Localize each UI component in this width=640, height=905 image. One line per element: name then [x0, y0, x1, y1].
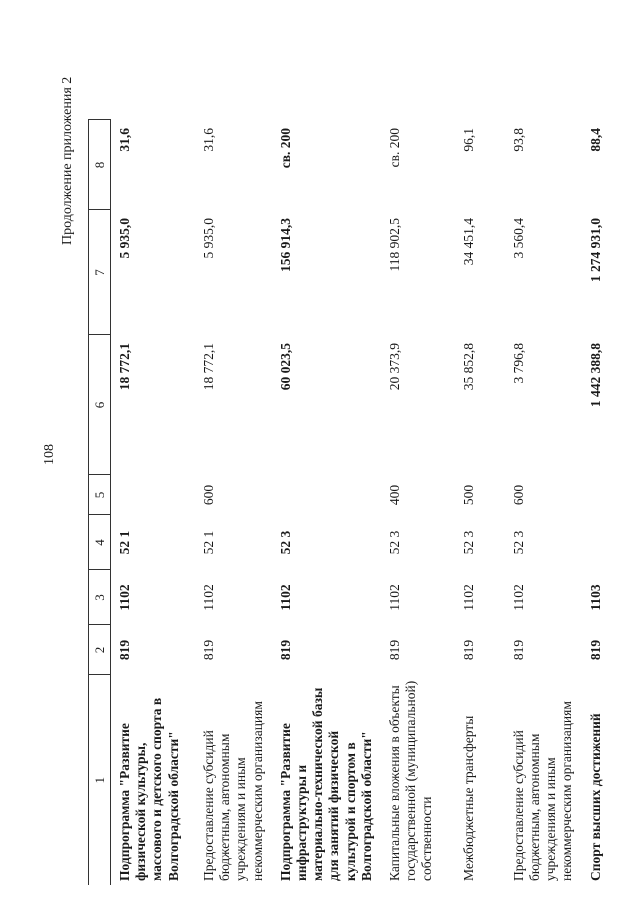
row-name: Капитальные вложения в объекты государственной (муниципальной) собственности	[386, 680, 435, 881]
column-header-3: 3	[89, 570, 111, 625]
column-header-6: 6	[89, 335, 111, 475]
cell-target-code: 52 1	[201, 530, 216, 555]
cell-expense-type: 600	[201, 484, 216, 506]
cell-expense-type: 400	[386, 484, 402, 506]
page-number: 108	[42, 444, 57, 465]
cell-percent: 88,4	[587, 128, 603, 152]
cell-expense-type	[582, 475, 624, 515]
cell-executed: 1 274 931,0	[587, 218, 603, 283]
cell-target-code: 52 3	[386, 530, 402, 555]
cell-ministry-code: 819	[460, 639, 476, 661]
column-header-2: 2	[89, 625, 111, 675]
column-header-4: 4	[89, 515, 111, 570]
row-name: Подпрограмма "Развитие инфраструктуры и материально-технической базы для занятий физической культурой и спортом в Волгоградской области"	[277, 687, 374, 881]
cell-section-code: 1102	[117, 584, 132, 611]
cell-ministry-code: 819	[386, 639, 402, 661]
cell-expense-type: 500	[460, 484, 476, 506]
cell-executed: 34 451,4	[460, 218, 476, 266]
table-row	[455, 120, 505, 885]
row-name: Подпрограмма "Развитие физической культуры, массового и детского спорта в Волгоградской области"	[117, 697, 181, 881]
cell-section-code: 1102	[201, 584, 216, 611]
cell-target-code: 52 3	[460, 530, 476, 555]
table-row	[111, 120, 196, 885]
cell-planned: 3 796,8	[510, 343, 526, 384]
cell-ministry-code: 819	[117, 639, 132, 661]
cell-expense-type: 600	[510, 484, 526, 506]
cell-ministry-code: 819	[201, 639, 216, 661]
cell-ministry-code: 819	[510, 639, 526, 661]
cell-target-code: 52 1	[117, 530, 132, 555]
cell-percent: 31,6	[117, 128, 132, 152]
cell-target-code	[582, 515, 624, 570]
cell-percent: св. 200	[277, 128, 293, 169]
cell-percent: 31,6	[201, 128, 216, 152]
column-header-1: 1	[89, 675, 111, 885]
cell-expense-type	[111, 475, 196, 515]
cell-target-code: 52 3	[277, 530, 293, 555]
cell-planned: 18 772,1	[201, 343, 216, 391]
cell-planned: 20 373,9	[386, 343, 402, 391]
table-row	[381, 120, 455, 885]
column-header-5: 5	[89, 475, 111, 515]
cell-planned: 35 852,8	[460, 343, 476, 391]
cell-percent: св. 200	[386, 128, 402, 168]
column-header-7: 7	[89, 210, 111, 335]
cell-executed: 118 902,5	[386, 218, 402, 272]
cell-executed: 156 914,3	[277, 218, 293, 272]
cell-target-code: 52 3	[510, 530, 526, 555]
cell-section-code: 1102	[460, 584, 476, 611]
row-name: Предоставление субсидий бюджетным, автономным учреждениям и иным некоммерческим организациям	[510, 701, 575, 881]
cell-executed: 5 935,0	[201, 218, 216, 259]
row-name: Межбюджетные трансферты	[460, 715, 476, 881]
cell-percent: 96,1	[460, 128, 476, 152]
cell-planned: 60 023,5	[277, 343, 293, 391]
cell-section-code: 1102	[277, 584, 293, 611]
column-header-8: 8	[89, 120, 111, 210]
cell-section-code: 1103	[587, 584, 603, 611]
cell-ministry-code: 819	[277, 639, 293, 661]
row-name: Спорт высших достижений	[587, 713, 603, 881]
cell-percent: 93,8	[510, 128, 526, 152]
cell-planned: 1 442 388,8	[587, 343, 603, 408]
cell-ministry-code: 819	[587, 639, 603, 661]
table-row	[195, 120, 272, 885]
cell-executed: 5 935,0	[117, 218, 132, 259]
table-row	[272, 120, 381, 885]
row-name: Предоставление субсидий бюджетным, автономным учреждениям и иным некоммерческим организациям	[201, 701, 265, 881]
cell-planned: 18 772,1	[117, 343, 132, 391]
cell-expense-type	[272, 475, 381, 515]
column-number-header	[89, 120, 111, 885]
appendix-continuation-title: Продолжение приложения 2	[60, 76, 75, 245]
table-row	[582, 120, 624, 885]
cell-section-code: 1102	[510, 584, 526, 611]
cell-section-code: 1102	[386, 584, 402, 611]
budget-table	[88, 120, 624, 886]
table-row	[505, 120, 582, 885]
cell-executed: 3 560,4	[510, 218, 526, 259]
